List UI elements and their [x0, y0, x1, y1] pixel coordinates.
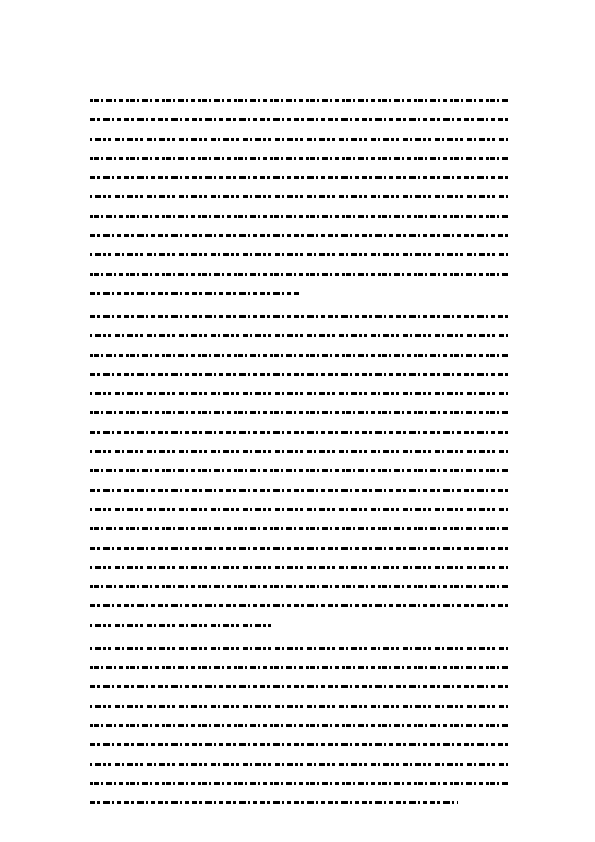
text-line — [90, 761, 508, 769]
text-line — [90, 429, 508, 437]
text-line — [90, 193, 508, 201]
text-line — [90, 722, 508, 730]
text-line — [90, 290, 299, 298]
text-line — [90, 174, 508, 182]
text-line — [90, 448, 508, 456]
text-line — [90, 799, 458, 807]
text-line — [90, 664, 508, 672]
text-line — [90, 155, 508, 163]
text-line — [90, 97, 508, 105]
text-line — [90, 741, 508, 749]
text-line — [90, 780, 508, 788]
text-body — [90, 97, 508, 807]
text-line — [90, 390, 508, 398]
text-line — [90, 332, 508, 340]
text-line — [90, 602, 508, 610]
text-line — [90, 583, 508, 591]
paragraph — [90, 97, 508, 298]
text-line — [90, 683, 508, 691]
text-line — [90, 232, 508, 240]
text-line — [90, 271, 508, 279]
text-line — [90, 525, 508, 533]
text-line — [90, 467, 508, 475]
text-line — [90, 564, 508, 572]
text-line — [90, 352, 508, 360]
text-line — [90, 213, 508, 221]
text-line — [90, 116, 508, 124]
text-line — [90, 251, 508, 259]
text-line — [90, 371, 508, 379]
text-line — [90, 703, 508, 711]
text-line — [90, 506, 508, 514]
paragraph — [90, 313, 508, 630]
text-line — [90, 409, 508, 417]
paragraph — [90, 645, 508, 807]
text-line — [90, 622, 274, 630]
text-line — [90, 545, 508, 553]
text-line — [90, 645, 508, 653]
text-line — [90, 487, 508, 495]
text-line — [90, 313, 508, 321]
text-line — [90, 136, 508, 144]
